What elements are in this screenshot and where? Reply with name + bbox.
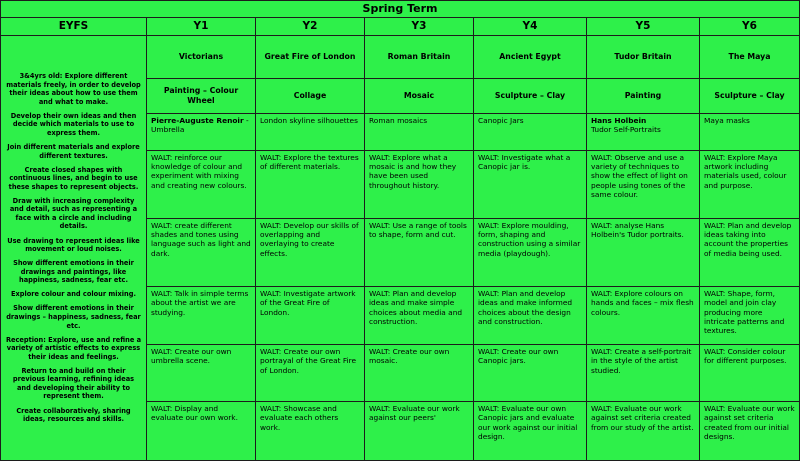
walt-cell: WALT: Explore Maya artwork including materials used, colour and purpose. bbox=[700, 150, 800, 218]
topic-y5: Tudor Britain bbox=[587, 35, 700, 78]
walt-cell: WALT: Explore what a mosaic is and how they have been used throughout history. bbox=[365, 150, 474, 218]
walt-cell: WALT: Create a self-portrait in the style of the artist studied. bbox=[587, 344, 700, 401]
walt-cell: WALT: analyse Hans Holbein's Tudor portraits. bbox=[587, 218, 700, 286]
walt-cell: WALT: Create our own mosaic. bbox=[365, 344, 474, 401]
medium-y3: Mosaic bbox=[365, 79, 474, 114]
col-header-y5: Y5 bbox=[587, 17, 700, 35]
topic-y3: Roman Britain bbox=[365, 35, 474, 78]
walt-cell: WALT: Create our own portrayal of the Great Fire of London. bbox=[256, 344, 365, 401]
walt-cell: WALT: Shape, form, model and join clay producing more intricate patterns and textures. bbox=[700, 286, 800, 344]
walt-cell: WALT: Plan and develop ideas taking into account the properties of media being used. bbox=[700, 218, 800, 286]
medium-y2: Collage bbox=[256, 79, 365, 114]
walt-cell: WALT: Investigate artwork of the Great Fire of London. bbox=[256, 286, 365, 344]
walt-cell: WALT: Plan and develop ideas and make simple choices about media and construction. bbox=[365, 286, 474, 344]
eyfs-item: Use drawing to represent ideas like movement or loud noises. bbox=[7, 236, 140, 254]
eyfs-item: Create closed shapes with continuous lines, and begin to use these shapes to represent objects. bbox=[8, 165, 139, 191]
eyfs-item: Draw with increasing complexity and detail, such as representing a face with a circle and including details. bbox=[9, 196, 138, 231]
medium-y5: Painting bbox=[587, 79, 700, 114]
col-header-eyfs: EYFS bbox=[1, 17, 147, 35]
walt-cell: WALT: Explore colours on hands and faces – mix flesh colours. bbox=[587, 286, 700, 344]
col-header-y1: Y1 bbox=[147, 17, 256, 35]
eyfs-item: Show different emotions in their drawings and paintings, like happiness, sadness, fear etc. bbox=[13, 259, 134, 285]
eyfs-item: Explore colour and colour mixing. bbox=[11, 290, 136, 299]
eyfs-item: Develop their own ideas and then decide which materials to use to express them. bbox=[10, 111, 137, 137]
walt-cell: WALT: Evaluate our work against our peers' bbox=[365, 401, 474, 460]
eyfs-item: Create collaboratively, sharing ideas, resources and skills. bbox=[16, 406, 131, 424]
walt-cell: WALT: create different shades and tones using language such as light and dark. bbox=[147, 218, 256, 286]
artist-y4: Canopic Jars bbox=[474, 113, 587, 150]
walt-cell: WALT: Investigate what a Canopic jar is. bbox=[474, 150, 587, 218]
medium-y1: Painting – Colour Wheel bbox=[147, 79, 256, 114]
walt-cell: WALT: Develop our skills of overlapping and overlaying to create effects. bbox=[256, 218, 365, 286]
walt-cell: WALT: Use a range of tools to shape, form and cut. bbox=[365, 218, 474, 286]
walt-cell: WALT: Create our own Canopic jars. bbox=[474, 344, 587, 401]
eyfs-item: Join different materials and explore different textures. bbox=[7, 142, 140, 160]
walt-cell: WALT: Consider colour for different purposes. bbox=[700, 344, 800, 401]
walt-cell: WALT: Evaluate our work against set criteria created from our initial designs. bbox=[700, 401, 800, 460]
walt-cell: WALT: Evaluate our work against set criteria created from our study of the artist. bbox=[587, 401, 700, 460]
walt-cell: WALT: Observe and use a variety of techniques to show the effect of light on people using tones of the same colour. bbox=[587, 150, 700, 218]
topic-y1: Victorians bbox=[147, 35, 256, 78]
eyfs-cell bbox=[1, 35, 147, 460]
col-header-y6: Y6 bbox=[700, 17, 800, 35]
artist-y5: Hans Holbein Tudor Self-Portraits bbox=[587, 113, 700, 150]
walt-cell: WALT: Explore the textures of different materials. bbox=[256, 150, 365, 218]
eyfs-item: 3&4yrs old: Explore different materials freely, in order to develop their ideas about how to use them and what to make. bbox=[6, 72, 141, 106]
topic-y4: Ancient Egypt bbox=[474, 35, 587, 78]
artist-y3: Roman mosaics bbox=[365, 113, 474, 150]
col-header-y4: Y4 bbox=[474, 17, 587, 35]
topic-y2: Great Fire of London bbox=[256, 35, 365, 78]
col-header-y2: Y2 bbox=[256, 17, 365, 35]
artist-y1: Pierre-Auguste Renoir - Umbrella bbox=[147, 113, 256, 150]
eyfs-item: Show different emotions in their drawings – happiness, sadness, fear etc. bbox=[6, 304, 141, 330]
eyfs-item: Reception: Explore, use and refine a variety of artistic effects to express their ideas and feelings. bbox=[5, 335, 142, 361]
artist-y2: London skyline silhouettes bbox=[256, 113, 365, 150]
topic-y6: The Maya bbox=[700, 35, 800, 78]
eyfs-item: Return to and build on their previous learning, refining ideas and developing their ability to represent them. bbox=[12, 366, 135, 401]
medium-y4: Sculpture – Clay bbox=[474, 79, 587, 114]
col-header-y3: Y3 bbox=[365, 17, 474, 35]
walt-cell: WALT: Explore moulding, form, shaping and construction using a similar media (playdough). bbox=[474, 218, 587, 286]
medium-y6: Sculpture – Clay bbox=[700, 79, 800, 114]
term-title: Spring Term bbox=[1, 1, 800, 18]
artist-y6: Maya masks bbox=[700, 113, 800, 150]
walt-cell: WALT: Showcase and evaluate each others work. bbox=[256, 401, 365, 460]
walt-cell: WALT: Create our own umbrella scene. bbox=[147, 344, 256, 401]
walt-cell: WALT: Plan and develop ideas and make informed choices about the design and construction. bbox=[474, 286, 587, 344]
walt-cell: WALT: Evaluate our own Canopic jars and evaluate our work against our initial design. bbox=[474, 401, 587, 460]
walt-cell: WALT: Display and evaluate our own work. bbox=[147, 401, 256, 460]
walt-cell: WALT: reinforce our knowledge of colour and experiment with mixing and creating new colours. bbox=[147, 150, 256, 218]
walt-cell: WALT: Talk in simple terms about the artist we are studying. bbox=[147, 286, 256, 344]
